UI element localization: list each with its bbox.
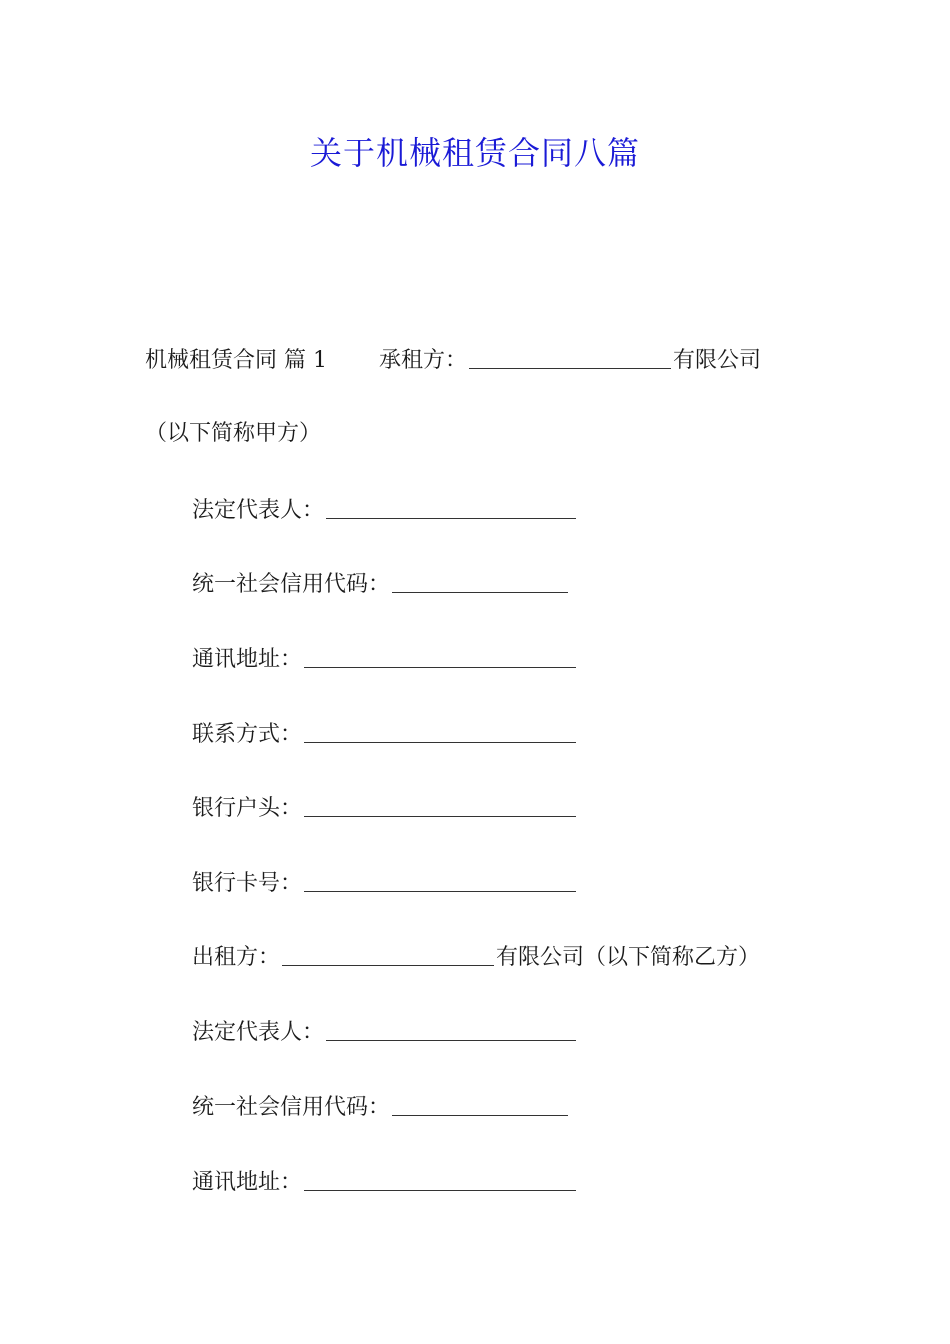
lessee-field-bank-card: [192, 867, 578, 899]
lessor-field-credit-code: [192, 1091, 570, 1123]
field-blank: [326, 496, 576, 519]
field-blank: [304, 720, 576, 743]
lessee-alias: （以下简称甲方）: [145, 421, 322, 446]
lessee-company-blank: [469, 346, 671, 369]
lessee-alias-line: [145, 419, 321, 449]
lessor-company-blank: [282, 943, 494, 966]
lessor-label: 出租方：: [192, 945, 281, 970]
field-blank: [304, 794, 576, 817]
lessee-field-address: [192, 643, 578, 675]
lessee-field-contact: [192, 718, 578, 750]
lessor-field-legal-rep: [192, 1016, 578, 1048]
document-title: 关于机械租赁合同八篇: [309, 134, 640, 172]
lessor-line: [192, 941, 760, 973]
field-label: 银行户头：: [192, 796, 303, 821]
lessor-company-suffix: 有限公司（以下简称乙方）: [496, 945, 761, 970]
lessee-field-credit-code: [192, 568, 570, 600]
field-label: 统一社会信用代码：: [192, 1095, 391, 1120]
lessee-label: 承租方：: [378, 348, 467, 373]
field-label: 法定代表人：: [192, 498, 325, 523]
field-label: 法定代表人：: [192, 1020, 325, 1045]
field-blank: [304, 645, 576, 668]
field-label: 银行卡号：: [192, 871, 303, 896]
field-blank: [304, 1168, 576, 1191]
field-blank: [326, 1018, 576, 1041]
field-blank: [304, 869, 576, 892]
lessee-field-bank-account-name: [192, 792, 578, 824]
contract-heading-line: [145, 344, 761, 376]
field-blank: [392, 1093, 568, 1116]
field-label: 联系方式：: [192, 722, 303, 747]
field-blank: [392, 570, 568, 593]
field-label: 通讯地址：: [192, 647, 303, 672]
lessor-field-address: [192, 1166, 578, 1198]
lessee-company-suffix: 有限公司: [673, 348, 762, 373]
lessee-field-legal-rep: [192, 494, 578, 526]
field-label: 统一社会信用代码：: [192, 572, 391, 597]
field-label: 通讯地址：: [192, 1170, 303, 1195]
contract-heading: 机械租赁合同 篇 1: [145, 348, 327, 373]
